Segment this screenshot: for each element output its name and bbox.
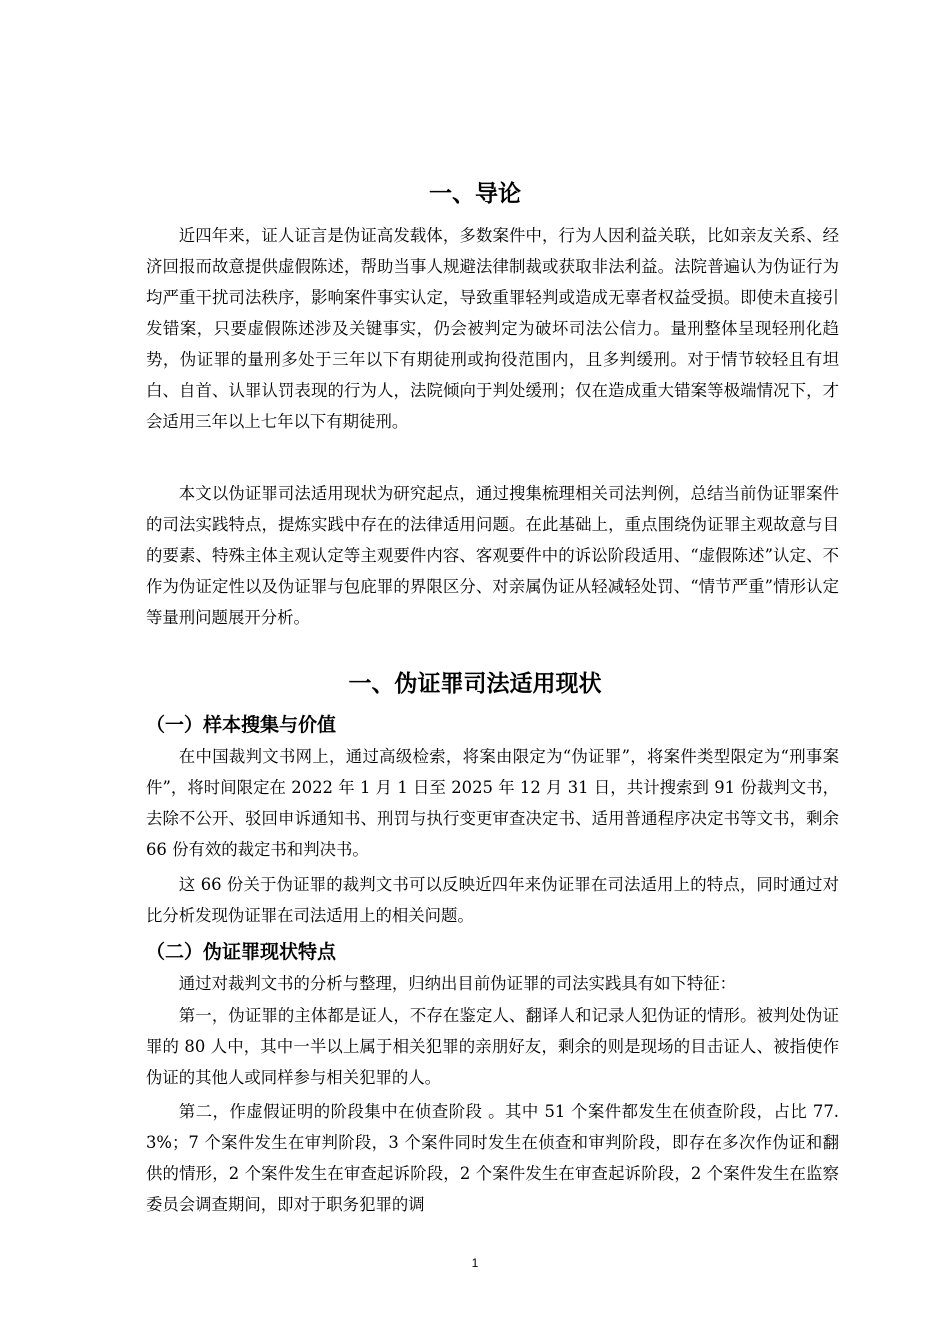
section-heading-introduction: 一、导论: [429, 181, 521, 207]
section-heading-current-status: 一、伪证罪司法适用现状: [348, 671, 602, 697]
features-paragraph-intro: 通过对裁判文书的分析与整理，归纳出目前伪证罪的司法实践具有如下特征：: [178, 974, 737, 993]
sample-paragraph-2: 这 66 份关于伪证罪的裁判文书可以反映近四年来伪证罪在司法适用上的特点，同时通过对比分析发现伪证罪在司法适用上的相关问题。: [146, 875, 839, 925]
subsection-heading-status-features: （二）伪证罪现状特点: [146, 941, 337, 963]
intro-paragraph-2: 本文以伪证罪司法适用现状为研究起点，通过搜集梳理相关司法判例，总结当前伪证罪案件的司法实践特点，提炼实践中存在的法律适用问题。在此基础上，重点围绕伪证罪主观故意与目的要素、特殊主体主观认定等主观要件内容、客观要件中的诉讼阶段适用、“虚假陈述”认定、不作为伪证定性以及伪证罪与包庇罪的界限区分、对亲属伪证从轻减轻处罚、“情节严重”情形认定等量刑问题展开分析。: [146, 484, 839, 627]
features-paragraph-second: 第二，作虚假证明的阶段集中在侦查阶段 。其中 51 个案件都发生在侦查阶段，占比 77.3%；7 个案件发生在审判阶段，3 个案件同时发生在侦查和审判阶段，即存在多次作伪证和翻供的情形，2 个案件发生在审查起诉阶段，2 个案件发生在审查起诉阶段，2 个案件发生在监察委员会调查期间，即对于职务犯罪的调: [146, 1102, 839, 1214]
intro-paragraph-1: 近四年来，证人证言是伪证高发载体，多数案件中，行为人因利益关联，比如亲友关系、经济回报而故意提供虚假陈述，帮助当事人规避法律制裁或获取非法利益。法院普遍认为伪证行为均严重干扰司法秩序，影响案件事实认定，导致重罪轻判或造成无辜者权益受损。即使未直接引发错案，只要虚假陈述涉及关键事实，仍会被判定为破坏司法公信力。量刑整体呈现轻刑化趋势，伪证罪的量刑多处于三年以下有期徒刑或拘役范围内，且多判缓刑。对于情节较轻且有坦白、自首、认罪认罚表现的行为人，法院倾向于判处缓刑；仅在造成重大错案等极端情况下，才会适用三年以上七年以下有期徒刑。: [146, 226, 839, 431]
features-paragraph-first: 第一，伪证罪的主体都是证人，不存在鉴定人、翻译人和记录人犯伪证的情形。被判处伪证罪的 80 人中，其中一半以上属于相关犯罪的亲朋好友，剩余的则是现场的目击证人、被指使作伪证的其他人或同样参与相关犯罪的人。: [146, 1006, 839, 1087]
sample-paragraph-1: 在中国裁判文书网上，通过高级检索，将案由限定为“伪证罪”，将案件类型限定为“刑事案件”，将时间限定在 2022 年 1 月 1 日至 2025 年 12 月 31 日，共计搜索到 91 份裁判文书，去除不公开、驳回申诉通知书、刑罚与执行变更审查决定书、适用普通程序决定书等文书，剩余 66 份有效的裁定书和判决书。: [146, 747, 839, 859]
subsection-heading-sample-collection: （一）样本搜集与价值: [146, 714, 337, 736]
page-number: 1: [471, 1256, 479, 1270]
